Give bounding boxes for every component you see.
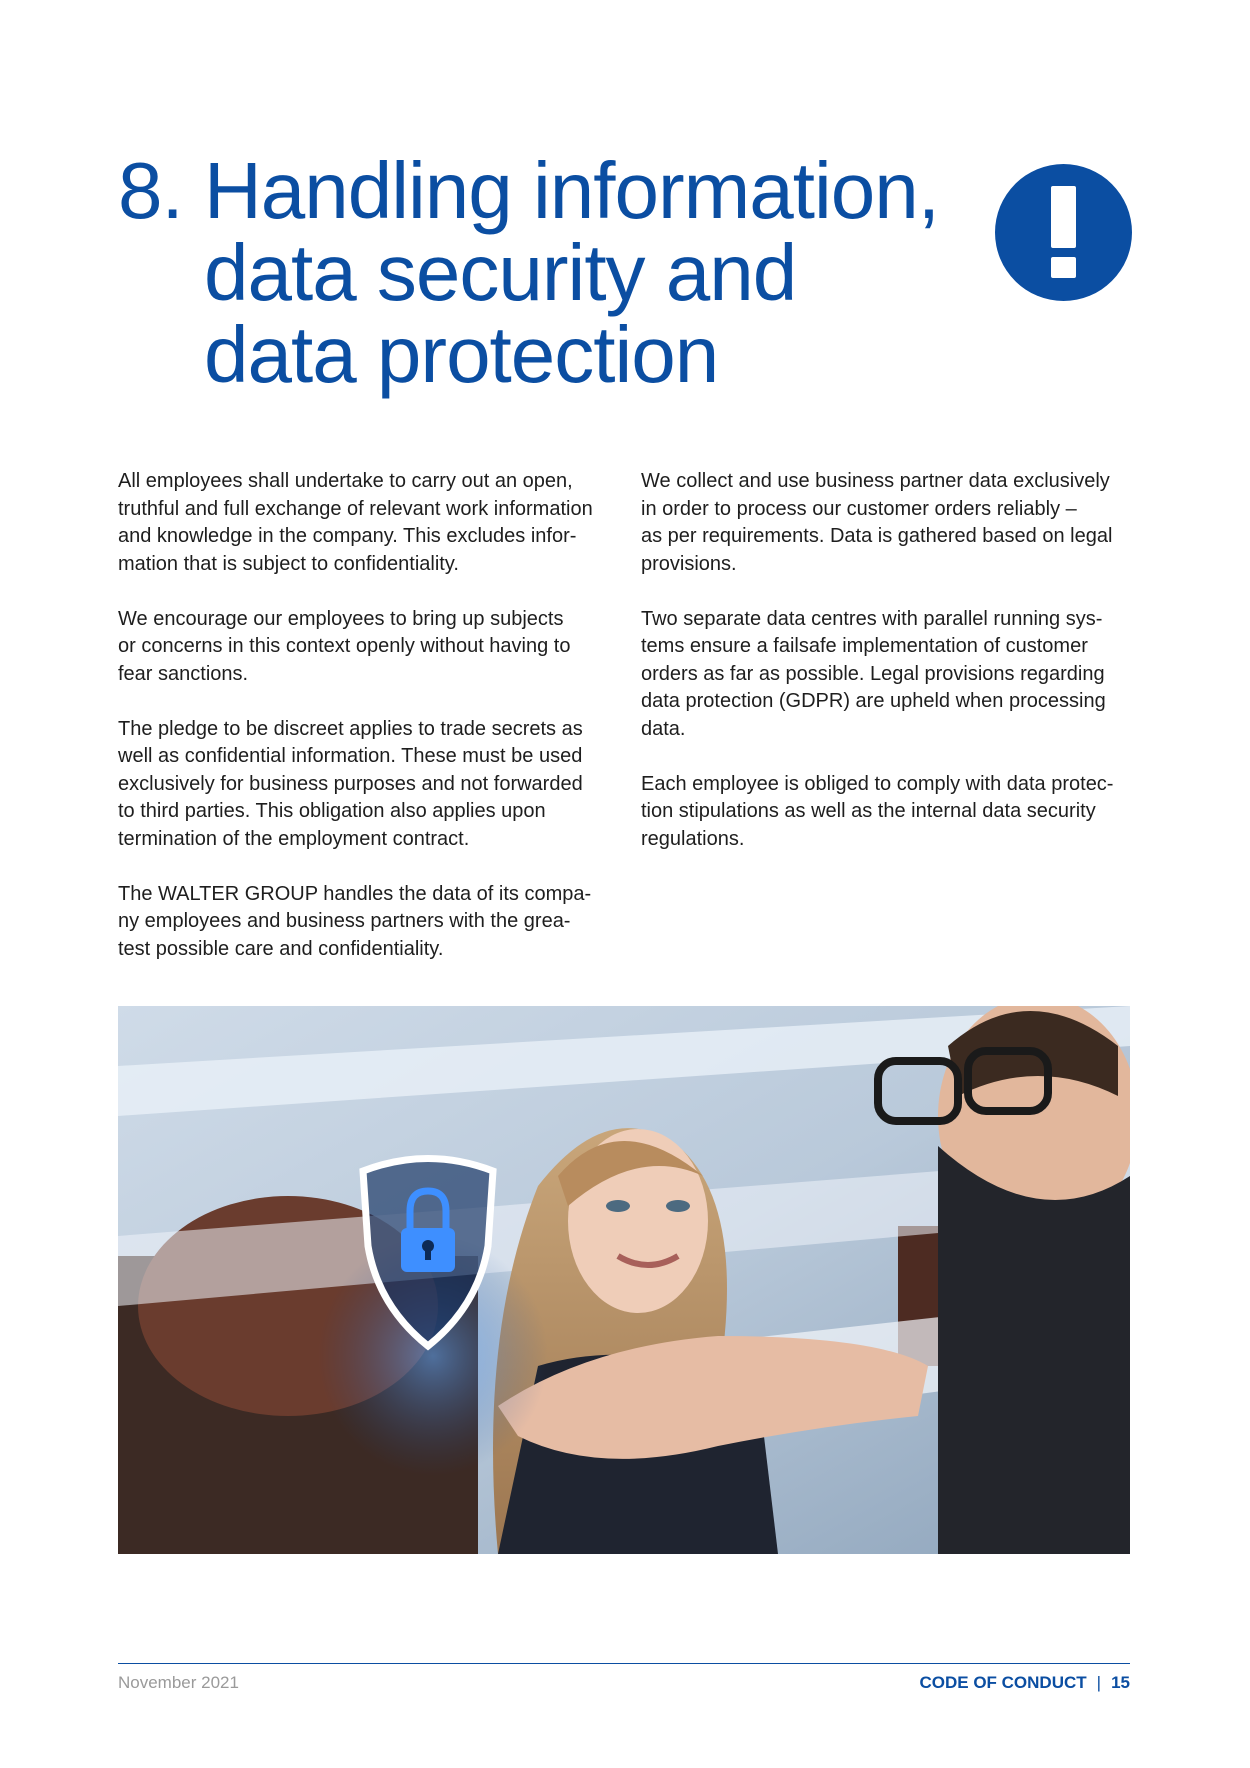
footer-doc-info [919,1673,1130,1693]
right-column [641,468,1141,881]
title-line: Handling information, [204,146,939,235]
title-line: data security and [204,228,797,317]
section-title [204,146,964,399]
paragraph: Each employee is obliged to comply with data protec- tion stipulations as well as the internal data security regulations. [641,772,1114,850]
footer-separator: | [1096,1673,1102,1692]
title-line: data protection [204,310,719,399]
page-number: 15 [1111,1673,1130,1692]
exclamation-circle-icon [995,164,1132,301]
footer-date: November 2021 [118,1673,239,1692]
paragraph: The WALTER GROUP handles the data of its compa- ny employees and business partners with the grea- test possible care and confidentiality. [118,882,592,960]
paragraph: Two separate data centres with parallel running sys- tems ensure a failsafe implementation of customer orders as far as possible. Legal provisions regarding data protection (GDPR) are upheld when processing data. [641,607,1106,740]
section-number: 8. [118,146,183,235]
paragraph: All employees shall undertake to carry out an open, truthful and full exchange of relevant work information and knowledge in the company. This excludes infor- mation that is subject to confidentiality. [118,470,593,575]
paragraph: The pledge to be discreet applies to trade secrets as well as confidential information. These must be used exclusively for business purposes and not forwarded to third parties. This obligation also applies upon termination of the employment contract. [118,717,583,850]
data-security-photo [118,1006,1130,1554]
paragraph: We encourage our employees to bring up subjects or concerns in this context openly without having to fear sanctions. [118,607,571,685]
footer-divider [118,1663,1130,1664]
left-column [118,468,614,991]
paragraph: We collect and use business partner data exclusively in order to process our customer orders reliably – as per requirements. Data is gathered based on legal provisions. [641,470,1113,575]
footer-doc-title: CODE OF CONDUCT [919,1673,1087,1692]
